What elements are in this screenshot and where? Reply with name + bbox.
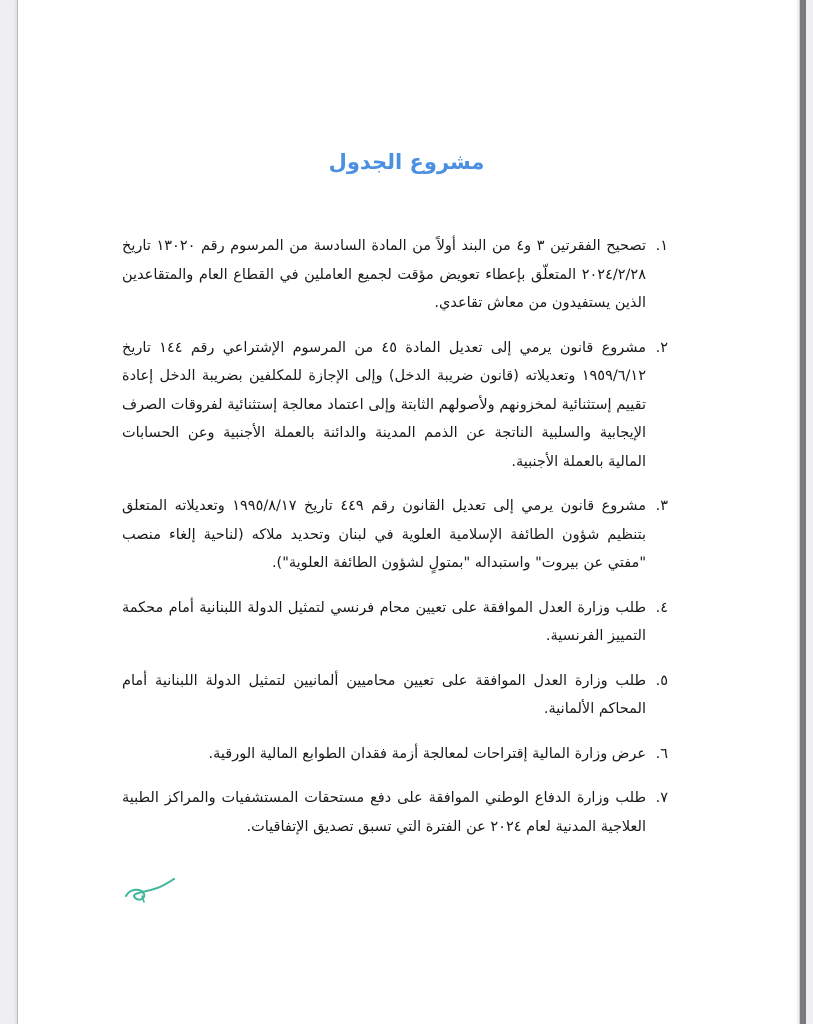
agenda-item-3	[122, 492, 668, 578]
agenda-item-number: ١.	[655, 238, 668, 254]
agenda-item-number: ٣.	[655, 498, 668, 514]
agenda-item-text: طلب وزارة الدفاع الوطني الموافقة على دفع مستحقات المستشفيات والمراكز الطبية العلاجية المدنية لعام ٢٠٢٤ عن الفترة التي تسبق تصديق الإتفاقيات.	[122, 790, 646, 835]
agenda-item-text: تصحيح الفقرتين ٣ و٤ من البند أولاً من المادة السادسة من المرسوم رقم ١٣٠٢٠ تاريخ ٢٠٢٤/٢/٢٨ المتعلّق بإعطاء تعويض مؤقت لجميع العاملين في القطاع العام والمتقاعدين الذين يستفيدون من معاش تقاعدي.	[122, 238, 646, 311]
agenda-item-4	[122, 594, 668, 651]
page-title: مشروع الجدول	[328, 150, 485, 174]
agenda-item-2	[122, 334, 668, 477]
agenda-item-text: طلب وزارة العدل الموافقة على تعيين محام فرنسي لتمثيل الدولة اللبنانية أمام محكمة التمييز الفرنسية.	[122, 599, 646, 644]
agenda-item-7	[122, 784, 668, 841]
signature-icon	[122, 876, 178, 906]
agenda-item-text: مشروع قانون يرمي إلى تعديل المادة ٤٥ من المرسوم الإشتراعي رقم ١٤٤ تاريخ ١٩٥٩/٦/١٢ وتعديلاته (قانون ضريبة الدخل) وإلى الإجازة للمكلفين بضريبة الدخل إعادة تقييم إستثنائية لمخزونهم ولأصولهم الثابتة وإلى اعتماد معالجة إستثنائية لفروقات الصرف الإيجابية والسلبية الناتجة عن الذمم المدينة والدائنة بالعملة الأجنبية وعن الحسابات المالية بالعملة الأجنبية.	[122, 339, 647, 470]
agenda-item-number: ٤.	[655, 599, 668, 616]
agenda-list	[122, 232, 668, 857]
agenda-item-number: ٢.	[655, 339, 668, 356]
agenda-item-number: ٦.	[655, 745, 668, 762]
agenda-item-5	[122, 667, 668, 724]
agenda-item-text: طلب وزارة العدل الموافقة على تعيين محاميين ألمانيين لتمثيل الدولة اللبنانية أمام المحاكم الألمانية.	[122, 672, 646, 717]
agenda-item-6	[122, 740, 668, 769]
agenda-item-1	[122, 232, 668, 318]
agenda-item-text: عرض وزارة المالية إقتراحات لمعالجة أزمة فقدان الطوابع المالية الورقية.	[208, 745, 646, 762]
agenda-item-number: ٧.	[655, 790, 668, 806]
agenda-item-number: ٥.	[655, 672, 668, 689]
agenda-item-text: مشروع قانون يرمي إلى تعديل القانون رقم ٤٤٩ تاريخ ١٩٩٥/٨/١٧ وتعديلاته المتعلق بتنظيم شؤون الطائفة الإسلامية العلوية في لبنان وتحديد ملاكه (لناحية إلغاء منصب "مفتي عن بيروت" واستبداله "بمتولٍ لشؤون الطائفة العلوية").	[122, 498, 647, 571]
